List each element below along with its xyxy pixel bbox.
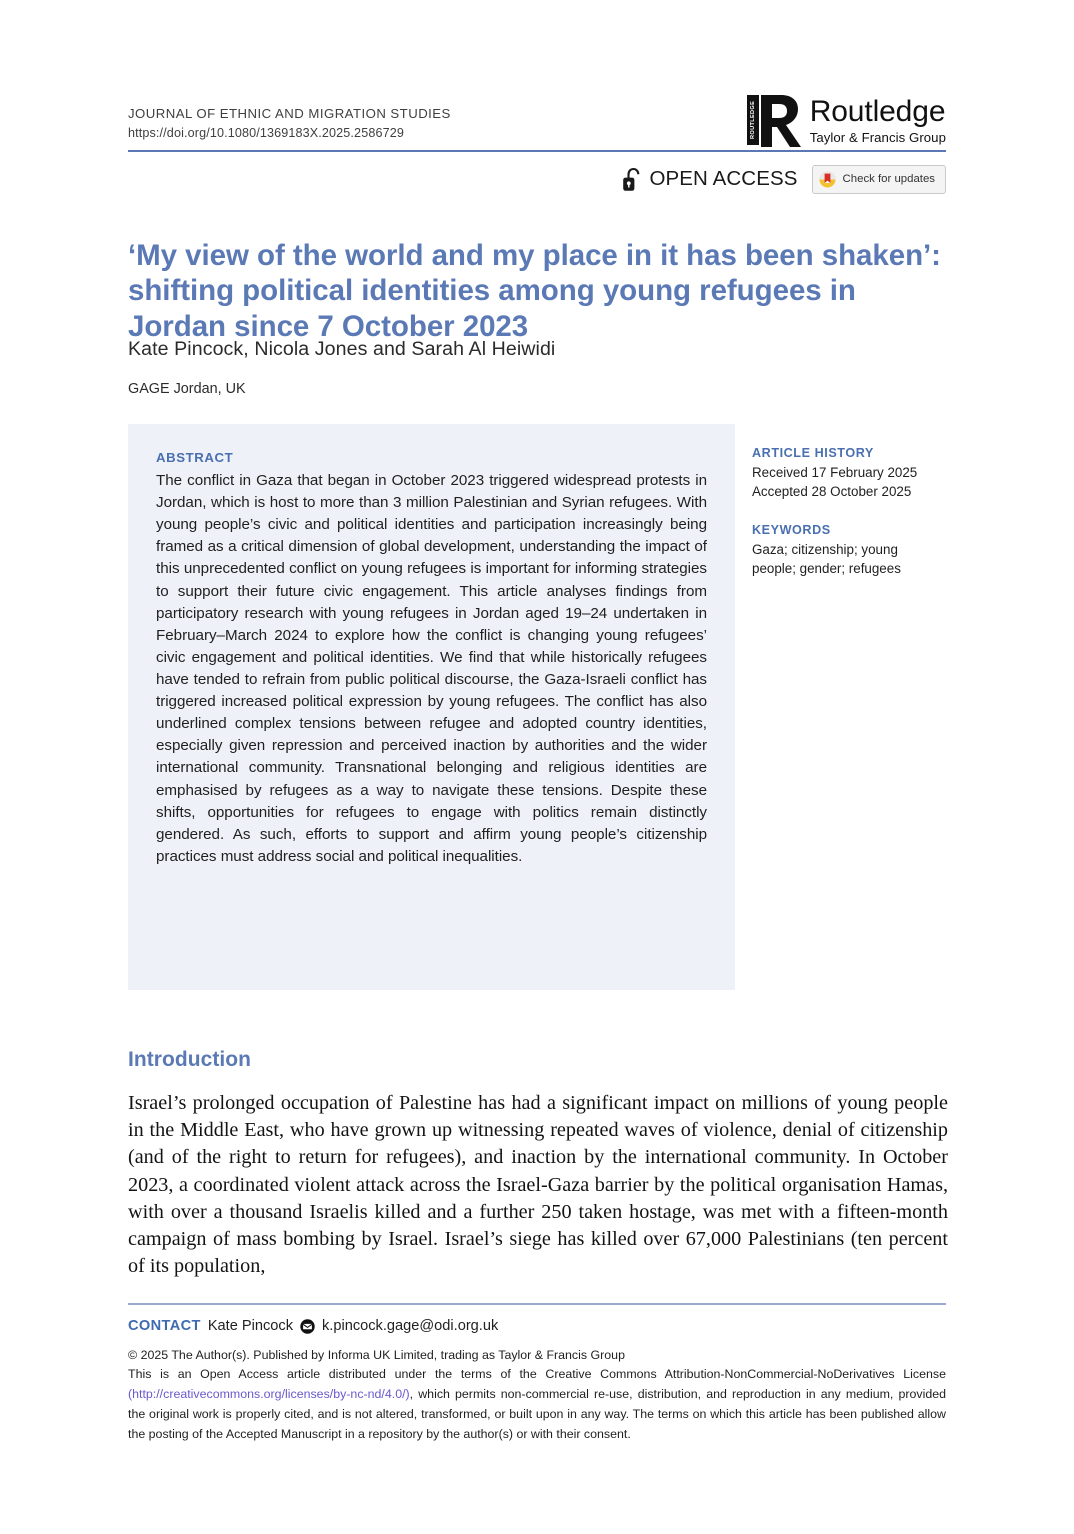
keywords-label: KEYWORDS: [752, 523, 831, 538]
abstract-text: The conflict in Gaza that began in October 2023 triggered widespread protests in Jordan, which is host to more than 3 million Palestinian and Syrian refugees. With young people’s civic and political identities and participation increasingly being framed as a critical dimension of global development, understanding the impact of this unprecedented conflict on young refugees is important for informing strategies to support their future civic engagement. This article analyses findings from participatory research with young refugees in Jordan aged 19–24 undertaken in February–March 2024 to explore how the conflict is changing young refugees’ civic engagement and political identities. We find that while historically refugees have tended to refrain from public political discourse, the Gaza-Israeli conflict has triggered increased political expression by young refugees. The conflict has also underlined complex tensions between refugee and adopted country identities, especially given repression and perceived inaction by authorities and the wider international community. Transnational belonging and religious identities are emphasised by refugees as a way to navigate these tensions. Despite these shifts, opportunities for refugees to engage with politics remain distinctly gendered. As such, efforts to support and affirm young people’s citizenship practices must address social and political inequalities.: [156, 472, 707, 865]
keywords-line-1: Gaza; citizenship; young: [752, 542, 898, 558]
envelope-icon: [300, 1319, 315, 1334]
section-heading-introduction: Introduction: [128, 1048, 251, 1071]
open-lock-icon: [622, 167, 642, 192]
keywords-line-2: people; gender; refugees: [752, 561, 901, 577]
open-access-badge: [622, 167, 797, 192]
journal-meta: [128, 100, 451, 143]
accepted-date: Accepted 28 October 2025: [752, 484, 912, 500]
header-divider: [128, 150, 946, 152]
contact-label: CONTACT: [128, 1318, 201, 1334]
publisher-name: Routledge: [809, 95, 946, 129]
abstract-label: ABSTRACT: [156, 450, 234, 465]
journal-name: JOURNAL OF ETHNIC AND MIGRATION STUDIES: [128, 106, 451, 121]
routledge-wordmark: [810, 96, 946, 144]
check-for-updates-label: Check for updates: [842, 173, 935, 185]
contact-row: [128, 1318, 498, 1334]
publisher-group: Taylor & Francis Group: [809, 129, 946, 145]
routledge-mark-label: ROUTLEDGE: [747, 95, 759, 145]
copyright-line: © 2025 The Author(s). Published by Informa UK Limited, trading as Taylor & Francis Group: [128, 1348, 625, 1362]
footer-divider: [128, 1303, 946, 1305]
creative-commons-link[interactable]: (http://creativecommons.org/licenses/by-nc-nd/4.0/): [128, 1387, 410, 1402]
open-access-label: OPEN ACCESS: [649, 167, 798, 190]
license-text: [128, 1364, 946, 1444]
check-for-updates-button[interactable]: [812, 165, 946, 194]
affiliation: GAGE Jordan, UK: [128, 381, 246, 397]
masthead: [128, 95, 946, 148]
article-history-label: ARTICLE HISTORY: [752, 446, 874, 460]
routledge-mark-icon: [747, 92, 801, 148]
author-list: Kate Pincock, Nicola Jones and Sarah Al Heiwidi: [128, 338, 556, 360]
license-part-2: , which permits non-commercial re-use, distribution, and reproduction in any medium, provided the original work is properly cited, and is not altered, transformed, or built upon in any way. The terms on which this article has been published allow the posting of the Accepted Manuscript in a repository by the author(s) or with their consent.: [128, 1387, 946, 1442]
introduction-paragraph: Israel’s prolonged occupation of Palestine has had a significant impact on millions of young people in the Middle East, who have grown up witnessing repeated waves of violence, denial of citizenship (and of the right to return for refugees), and inaction by the international community. In October 2023, a coordinated violent attack across the Israel-Gaza barrier by the political organisation Hamas, with over a thousand Israelis killed and a further 250 taken hostage, was met with a fifteen-month campaign of mass bombing by Israel. Israel’s siege has killed over 67,000 Palestinians (ten percent of its population,: [128, 1092, 948, 1278]
contact-name: Kate Pincock: [207, 1318, 293, 1334]
sidebar-spacer: [752, 501, 948, 523]
article-sidebar: [752, 446, 948, 578]
received-date: Received 17 February 2025: [752, 465, 918, 480]
abstract-box: [128, 424, 735, 990]
crossmark-icon: [819, 171, 836, 188]
page-title: ‘My view of the world and my place in it has been shaken’: shifting political identities among young refugees in Jordan since 7 October 2023: [128, 238, 941, 344]
open-access-row: [128, 162, 946, 196]
contact-email[interactable]: k.pincock.gage@odi.org.uk: [322, 1318, 499, 1334]
journal-doi[interactable]: https://doi.org/10.1080/1369183X.2025.2586729: [128, 125, 404, 140]
license-part-1: This is an Open Access article distributed under the terms of the Creative Commons Attribution-NonCommercial-NoDerivatives License: [128, 1367, 946, 1381]
routledge-logo: [747, 92, 946, 148]
